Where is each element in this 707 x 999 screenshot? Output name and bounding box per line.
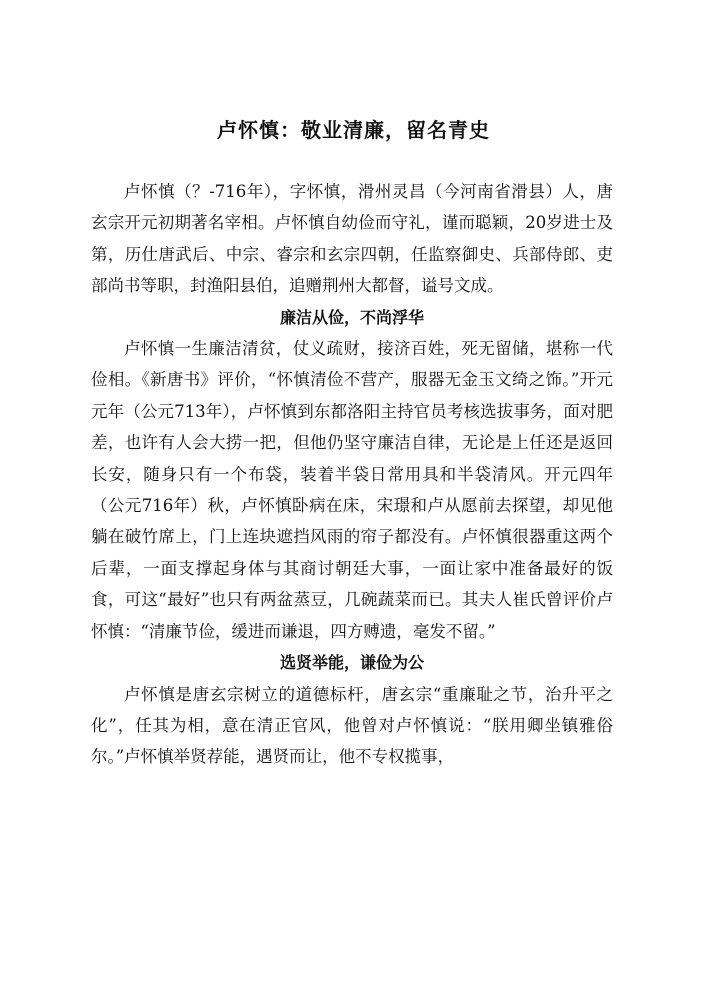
section-heading: 选贤举能，谦俭为公 [279, 653, 424, 673]
intro-paragraph: 卢怀慎（？-716年），字怀慎，滑州灵昌（今河南省滑县）人，唐玄宗开元初期著名宰相。卢怀慎自幼俭而守礼，谨而聪颖，20岁进士及第，历仕唐武后、中宗、睿宗和玄宗四朝，任监察御史、兵部侍郎、吏部尚书等职，封渔阳县伯，追赠荆州大都督，谥号文成。 [91, 182, 613, 296]
section-heading: 廉洁从俭，不尚浮华 [279, 307, 424, 327]
section-talent [91, 647, 613, 773]
document-title: 卢怀慎：敬业清廉，留名青史 [217, 118, 490, 142]
document-body [91, 176, 613, 773]
section-paragraph: 卢怀慎一生廉洁清贫，仗义疏财，接济百姓，死无留储，堪称一代俭相。《新唐书》评价，“怀慎清俭不营产，服器无金玉文绮之饰。”开元元年（公元713年），卢怀慎到东都洛阳主持官员考核选拔事务，面对肥差，也许有人会大捞一把，但他仍坚守廉洁自律，无论是上任还是返回长安，随身只有一个布袋，装着半袋日常用具和半袋清风。开元四年（公元716年）秋，卢怀慎卧病在床，宋璟和卢从愿前去探望，却见他躺在破竹席上，门上连块遮挡风雨的帘子都没有。卢怀慎很器重这两个后辈，一面支撑起身体与其商讨朝廷大事，一面让家中准备最好的饭食，可这“最好”也只有两盆蒸豆，几碗蔬菜而已。其夫人崔氏曾评价卢怀慎：“清廉节俭，缓进而谦退，四方赙遗，毫发不留。” [91, 339, 613, 641]
section-integrity [91, 302, 613, 647]
section-paragraph: 卢怀慎是唐玄宗树立的道德标杆，唐玄宗“重廉耻之节，治升平之化”，任其为相，意在清正官风，他曾对卢怀慎说：“朕用卿坐镇雅俗尔。”卢怀慎举贤荐能，遇贤而让，他不专权揽事， [91, 684, 613, 767]
